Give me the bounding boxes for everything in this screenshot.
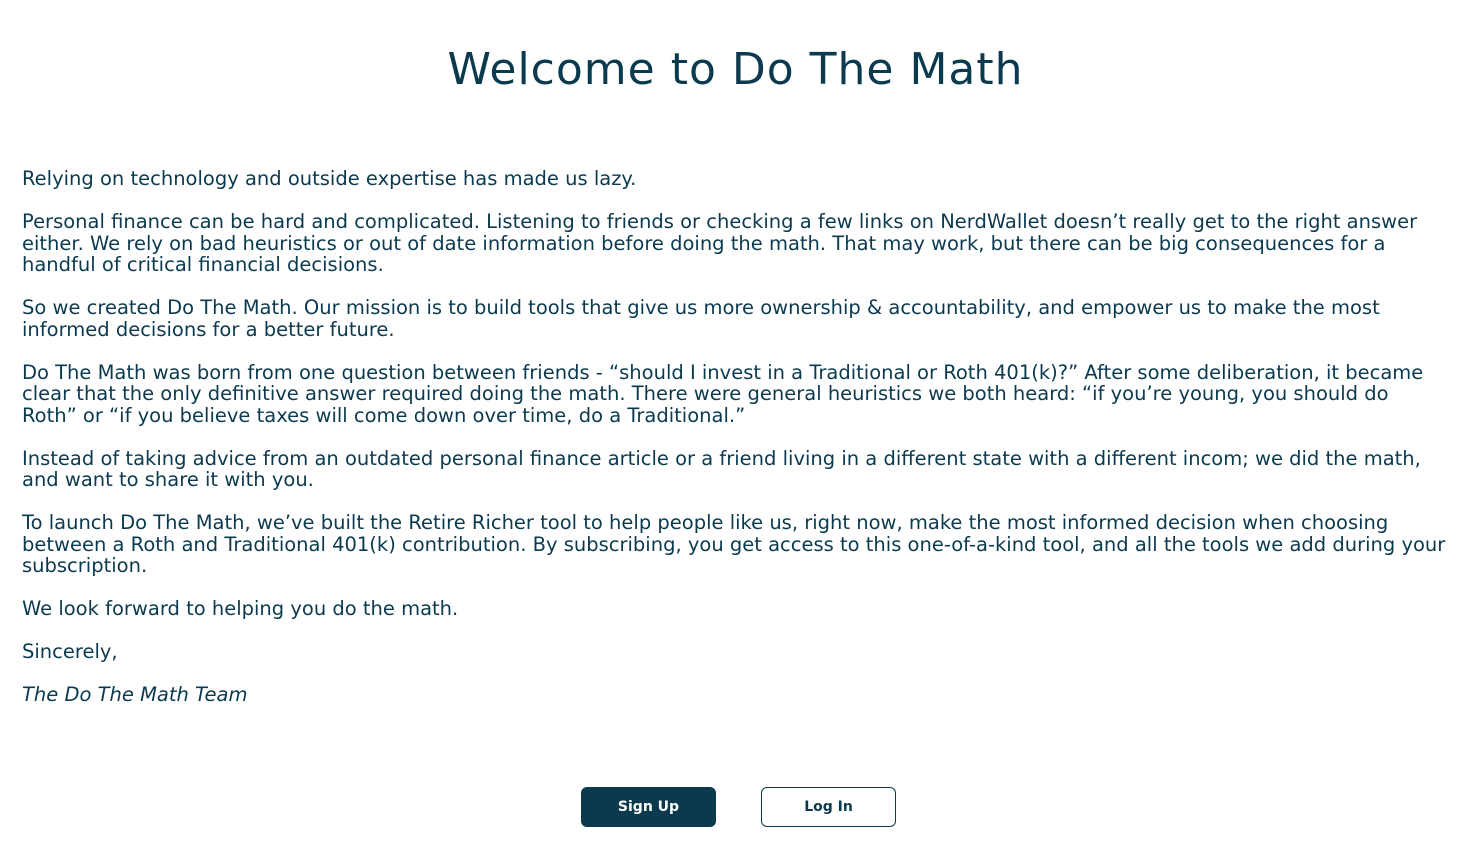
log-in-button[interactable]: Log In — [761, 787, 896, 827]
letter-signature: The Do The Math Team — [22, 683, 248, 706]
letter-paragraph: Instead of taking advice from an outdated personal finance article or a friend living in a different state with a different incom; we did the math, and want to share it with you. — [22, 446, 1421, 491]
letter-paragraph: To launch Do The Math, we’ve built the Retire Richer tool to help people like us, right now, make the most informed decision when choosing between a Roth and Traditional 401(k) contribution. By subscribing, you get access to this one-of-a-kind tool, and all the tools we add during your subscription. — [22, 511, 1446, 577]
auth-actions — [0, 787, 1471, 827]
letter-closing: Sincerely, — [22, 640, 118, 663]
page-title: Welcome to Do The Math — [447, 44, 1024, 95]
letter-paragraph: We look forward to helping you do the math. — [22, 597, 459, 620]
letter-paragraph: So we created Do The Math. Our mission is to build tools that give us more ownership & accountability, and empower us to make the most informed decisions for a better future. — [22, 296, 1380, 341]
welcome-letter — [22, 168, 1449, 727]
letter-paragraph: Personal finance can be hard and complicated. Listening to friends or checking a few links on NerdWallet doesn’t really get to the right answer either. We rely on bad heuristics or out of date information before doing the math. That may work, but there can be big consequences for a handful of critical financial decisions. — [22, 210, 1418, 276]
letter-paragraph: Relying on technology and outside expertise has made us lazy. — [22, 167, 637, 190]
sign-up-button[interactable]: Sign Up — [581, 787, 716, 827]
letter-paragraph: Do The Math was born from one question between friends - “should I invest in a Traditional or Roth 401(k)?” After some deliberation, it became clear that the only definitive answer required doing the math. There were general heuristics we both heard: “if you’re young, you should do Roth” or “if you believe taxes will come down over time, do a Traditional.” — [22, 360, 1424, 427]
